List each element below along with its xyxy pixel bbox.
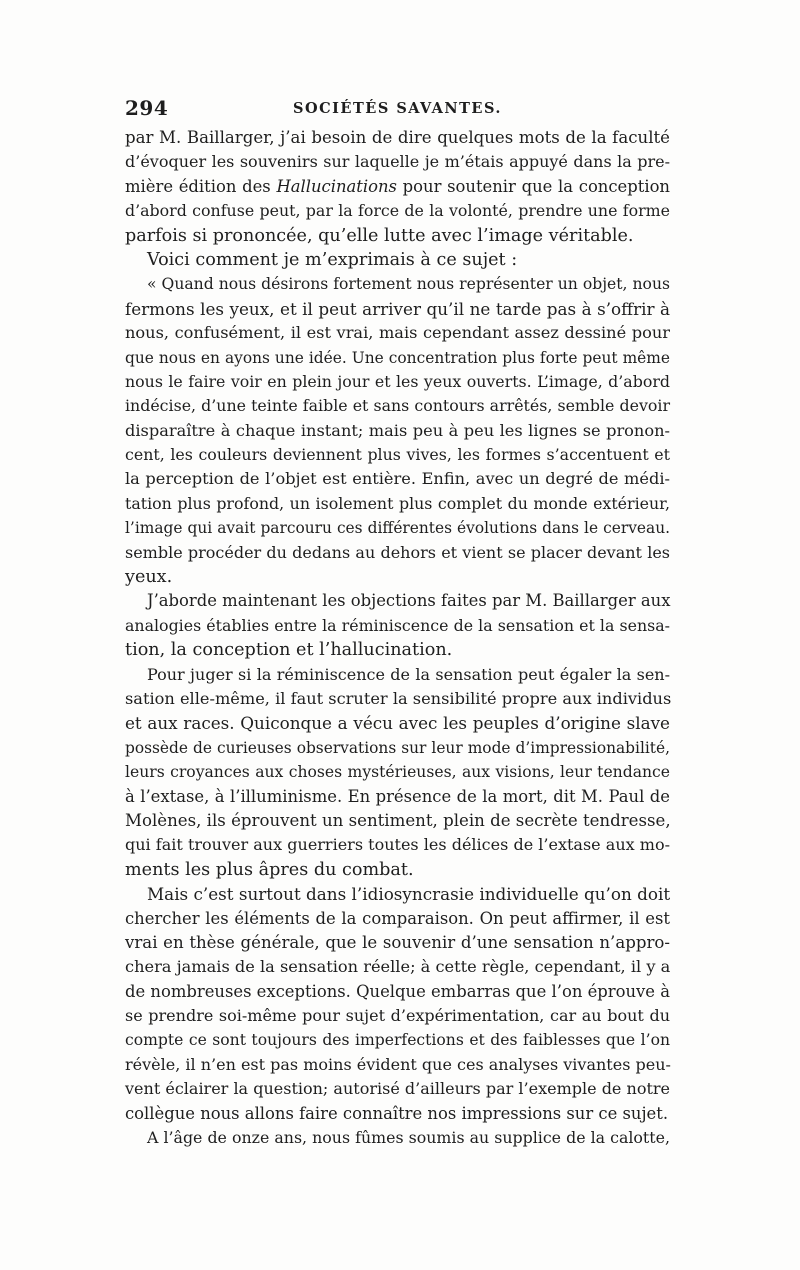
text-line: possède de curieuses observations sur leur mode d’impressionabilité, <box>125 738 670 757</box>
paragraph-start-line: A l’âge de onze ans, nous fûmes soumis au supplice de la calotte, <box>147 1128 670 1148</box>
text-run: mière édition des <box>125 176 277 196</box>
text-line: compte ce sont toujours des imperfections et des faiblesses que l’on <box>125 1031 670 1050</box>
running-title: SOCIÉTÉS SAVANTES. <box>293 100 502 117</box>
text-line: par M. Baillarger, j’ai besoin de dire quelques mots de la faculté <box>125 128 670 147</box>
text-line: d’abord confuse peut, par la force de la volonté, prendre une forme <box>125 201 670 221</box>
body-text <box>125 126 670 1150</box>
text-line: se prendre soi-même pour sujet d’expérimentation, car au bout du <box>125 1006 670 1026</box>
text-line: d’évoquer les souvenirs sur laquelle je m’étais appuyé dans la pre- <box>125 152 670 172</box>
text-line: cent, les couleurs deviennent plus vives, les formes s’accentuent et <box>125 445 670 465</box>
text-line: tation plus profond, un isolement plus complet du monde extérieur, <box>125 493 670 513</box>
text-line: yeux. <box>125 567 173 588</box>
text-line: révèle, il n’en est pas moins évident que ces analyses vivantes peu- <box>125 1054 671 1074</box>
text-line: sation elle-même, il faut scruter la sensibilité propre aux individus <box>125 688 672 708</box>
text-line: tion, la conception et l’hallucination. <box>125 640 453 661</box>
text-line: vent éclairer la question; autorisé d’ailleurs par l’exemple de notre <box>125 1079 670 1099</box>
text-line <box>125 175 670 199</box>
text-line: qui fait trouver aux guerriers toutes les délices de l’extase aux mo- <box>125 835 670 855</box>
paragraph-start-line: Pour juger si la réminiscence de la sensation peut égaler la sen- <box>147 664 670 684</box>
paragraph-start-line: Voici comment je m’exprimais à ce sujet : <box>147 249 518 270</box>
text-line: ments les plus âpres du combat. <box>125 859 414 880</box>
text-line: semble procéder du dedans au dehors et vient se placer devant les <box>125 542 670 562</box>
text-line: chera jamais de la sensation réelle; à cette règle, cependant, il y a <box>125 957 671 977</box>
text-line: fermons les yeux, et il peut arriver qu’il ne tarde pas à s’offrir à <box>125 298 670 319</box>
text-line: la perception de l’objet est entière. Enfin, avec un degré de médi- <box>125 469 670 489</box>
text-line: nous le faire voir en plein jour et les yeux ouverts. L’image, d’abord <box>125 371 670 391</box>
text-line: vrai en thèse générale, que le souvenir d’une sensation n’appro- <box>125 932 670 952</box>
text-line: analogies établies entre la réminiscence de la sensation et la sensa- <box>125 615 670 635</box>
text-line: indécise, d’une teinte faible et sans contours arrêtés, semble devoir <box>125 396 670 416</box>
text-line: et aux races. Quiconque a vécu avec les peuples d’origine slave <box>125 713 670 734</box>
text-run: pour soutenir que la conception <box>396 176 670 196</box>
text-line: chercher les éléments de la comparaison. On peut affirmer, il est <box>125 908 670 928</box>
quote-start-line: « Quand nous désirons fortement nous représenter un objet, nous <box>147 275 670 294</box>
text-line: nous, confusément, il est vrai, mais cependant assez dessiné pour <box>125 323 670 343</box>
text-line: disparaître à chaque instant; mais peu à peu les lignes se pronon- <box>125 420 670 440</box>
text-line: de nombreuses exceptions. Quelque embarras que l’on éprouve à <box>125 981 670 1001</box>
text-line: Molènes, ils éprouvent un sentiment, plein de secrète tendresse, <box>125 810 671 830</box>
text-line: leurs croyances aux choses mystérieuses, aux visions, leur tendance <box>125 763 670 782</box>
text-line: à l’extase, à l’illuminisme. En présence de la mort, dit M. Paul de <box>125 786 670 806</box>
page-header <box>125 96 670 124</box>
paragraph-start-line: Mais c’est surtout dans l’idiosyncrasie individuelle qu’on doit <box>147 884 671 905</box>
text-line: collègue nous allons faire connaître nos impressions sur ce sujet. <box>125 1103 669 1123</box>
page-number: 294 <box>125 96 169 120</box>
text-line: l’image qui avait parcouru ces différentes évolutions dans le cerveau. <box>125 519 670 538</box>
book-title-italic: Hallucinations <box>276 176 397 196</box>
paragraph-start-line: J’aborde maintenant les objections faites par M. Baillarger aux <box>147 591 671 611</box>
text-line: que nous en ayons une idée. Une concentration plus forte peut même <box>125 348 670 367</box>
text-line: parfois si prononcée, qu’elle lutte avec l’image véritable. <box>125 225 634 246</box>
